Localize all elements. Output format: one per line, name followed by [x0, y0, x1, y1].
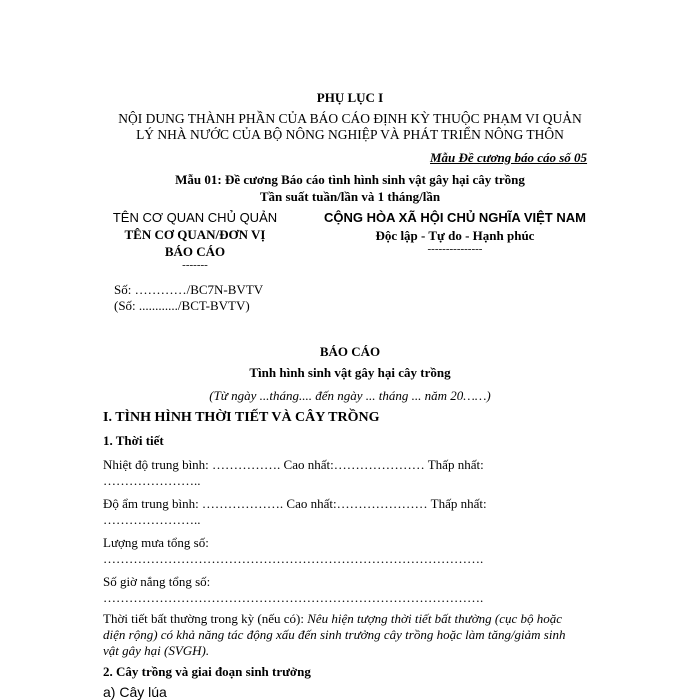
- frequency-line: Tần suất tuần/lần và 1 tháng/lần: [259, 189, 441, 204]
- country-name: CỘNG HÒA XÃ HỘI CHỦ NGHĨA VIỆT NAM: [324, 210, 586, 225]
- right-divider: ---------------: [427, 243, 483, 255]
- parent-agency-name: TÊN CƠ QUAN CHỦ QUẢN: [112, 210, 278, 225]
- abnormal-weather-line-1: [103, 611, 562, 627]
- sunshine-dots: …………………………………………………………………………….: [103, 590, 484, 605]
- report-number-monthly: (Số: ............/BCT-BVTV): [114, 298, 250, 313]
- abnormal-weather-note-2: diện rộng) có khả năng tác động xấu đến sinh trưởng cây trồng hoặc làm tăng/giảm sinh: [103, 627, 566, 642]
- national-motto: Độc lập - Tự do - Hạnh phúc: [375, 228, 535, 243]
- appendix-heading: PHỤ LỤC I: [316, 90, 384, 105]
- section-1-heading: I. TÌNH HÌNH THỜI TIẾT VÀ CÂY TRỒNG: [103, 410, 380, 425]
- sunshine-label: Số giờ nắng tổng số:: [103, 574, 211, 589]
- form-title: Mẫu 01: Đề cương Báo cáo tình hình sinh vật gây hại cây trồng: [175, 172, 525, 187]
- abnormal-weather-note-1: Nêu hiện tượng thời tiết bất thường (cục bộ hoặc: [307, 611, 563, 626]
- rainfall-dots: …………………………………………………………………………….: [103, 551, 484, 566]
- reporting-unit-name-2: BÁO CÁO: [164, 244, 226, 259]
- reporting-unit-name: TÊN CƠ QUAN/ĐƠN VỊ: [124, 227, 266, 242]
- abnormal-weather-prefix: Thời tiết bất thường trong kỳ (nếu có):: [103, 611, 308, 626]
- title-line-2: LÝ NHÀ NƯỚC CỦA BỘ NÔNG NGHIỆP VÀ PHÁT TRIỂN NÔNG THÔN: [136, 127, 564, 142]
- left-divider: -------: [182, 259, 208, 271]
- rainfall-label: Lượng mưa tổng số:: [103, 535, 209, 550]
- rice-heading: a) Cây lúa: [103, 684, 167, 700]
- temperature-dots: …………………..: [103, 473, 201, 488]
- report-period: (Từ ngày ...tháng.... đến ngày ... tháng ... năm 20……): [209, 388, 491, 403]
- report-title: BÁO CÁO: [319, 344, 381, 359]
- humidity-line: Độ ẩm trung bình: ………………. Cao nhất:………………… Thấp nhất:: [103, 496, 487, 511]
- crops-heading: 2. Cây trồng và giai đoạn sinh trưởng: [103, 664, 311, 679]
- form-reference: Mẫu Đề cương báo cáo số 05: [430, 150, 588, 165]
- report-subtitle: Tình hình sinh vật gây hại cây trồng: [249, 365, 451, 380]
- weather-heading: 1. Thời tiết: [103, 433, 164, 448]
- title-line-1: NỘI DUNG THÀNH PHẦN CỦA BÁO CÁO ĐỊNH KỲ THUỘC PHẠM VI QUẢN: [118, 111, 582, 126]
- report-number: Số: …………/BC7N-BVTV: [114, 282, 264, 297]
- humidity-dots: …………………..: [103, 512, 201, 527]
- abnormal-weather-note-3: vật gây hại (SVGH).: [103, 643, 210, 658]
- temperature-line: Nhiệt độ trung bình: ……………. Cao nhất:………………… Thấp nhất:: [103, 457, 484, 472]
